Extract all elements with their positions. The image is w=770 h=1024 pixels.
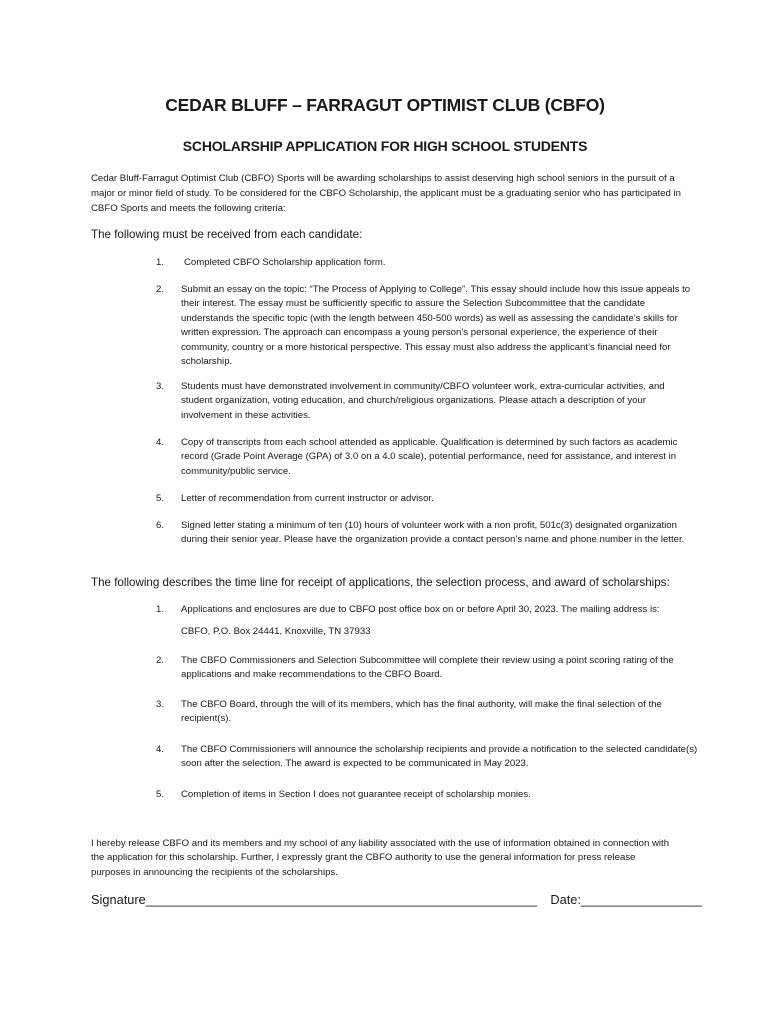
release-paragraph: I hereby release CBFO and its members and my school of any liability associated with the use of information obtained in connection with the application for this scholarship. Further, I expressly grant the CBFO authority to use the general information for press release purposes in announcing the recipients of the scholarships. (91, 838, 670, 878)
timeline-item-number: 1. (156, 604, 165, 615)
timeline-item-text: Applications and enclosures are due to CBFO post office box on or before April 30, 2023. The mailing address is: (181, 604, 660, 615)
timeline-item-number: 3. (156, 699, 165, 710)
timeline-item-text: Completion of items in Section I does not guarantee receipt of scholarship monies. (181, 789, 531, 800)
signature-line (91, 892, 702, 908)
criteria-item-number: 4. (156, 437, 165, 448)
criteria-item-number: 1. (156, 257, 165, 268)
timeline-item-text: The CBFO Commissioners and Selection Subcommittee will complete their review using a point scoring rating of the applications and make recommendations to the CBFO Board. (181, 655, 674, 681)
timeline-heading: The following describes the time line for receipt of applications, the selection process, and award of scholarships: (91, 576, 670, 589)
criteria-item-number: 6. (156, 520, 165, 531)
criteria-item-number: 2. (156, 284, 165, 295)
criteria-item-number: 5. (156, 493, 165, 504)
criteria-item-number: 3. (156, 381, 165, 392)
criteria-item-text: Submit an essay on the topic: “The Process of Applying to College”. This essay should include how this issue appeals to their interest. The essay must be sufficiently specific to assure the Selection Subcommittee that the candidate understands the specific topic (with the length between 450-500 words) as well as assessing the candidate’s skills for written expression. The approach can encompass a young person’s personal experience, the experience of their community, country or a more historical perspective. This essay must also address the applicant’s financial need for scholarship. (181, 284, 691, 368)
timeline-item-text: The CBFO Commissioners will announce the scholarship recipients and provide a notification to the selected candidate(s) soon after the selection. The award is expected to be communicated in May 2023. (181, 744, 698, 770)
document-title: CEDAR BLUFF – FARRAGUT OPTIMIST CLUB (CBFO) (165, 95, 605, 115)
date-field[interactable]: Date:_________________ (550, 892, 702, 907)
criteria-item-text: Students must have demonstrated involvement in community/CBFO volunteer work, extra-curricular activities, and student organization, voting education, and church/religious organizations. Please attach a description of your involvement in these activities. (181, 381, 665, 421)
criteria-heading: The following must be received from each candidate: (91, 228, 363, 241)
mailing-address: CBFO, P.O. Box 24441, Knoxville, TN 37933 (181, 626, 371, 637)
timeline-item-number: 2. (156, 655, 165, 666)
signature-field[interactable]: Signature_______________________________________________________ (91, 892, 538, 907)
criteria-item-text: Completed CBFO Scholarship application form. (184, 257, 386, 268)
criteria-item-text: Signed letter stating a minimum of ten (10) hours of volunteer work with a non profit, 501c(3) designated organization during their senior year. Please have the organization provide a contact person’s name and phone number in the letter. (181, 520, 685, 546)
timeline-item-text: The CBFO Board, through the will of its members, which has the final authority, will make the final selection of the recipient(s). (181, 699, 662, 725)
timeline-item-number: 5. (156, 789, 165, 800)
document-subtitle: SCHOLARSHIP APPLICATION FOR HIGH SCHOOL STUDENTS (182, 138, 588, 154)
criteria-item-text: Copy of transcripts from each school attended as applicable. Qualification is determined by such factors as academic record (Grade Point Average (GPA) of 3.0 on a 4.0 scale), potential performance, need for assistance, and interest in community/public service. (181, 437, 678, 477)
intro-paragraph: Cedar Bluff-Farragut Optimist Club (CBFO) Sports will be awarding scholarships to assist deserving high school seniors in the pursuit of a major or minor field of study. To be considered for the CBFO Scholarship, the applicant must be a graduating senior who has participated in CBFO Sports and meets the following criteria: (91, 173, 681, 214)
timeline-item-number: 4. (156, 744, 165, 755)
criteria-item-text: Letter of recommendation from current instructor or advisor. (181, 493, 434, 504)
